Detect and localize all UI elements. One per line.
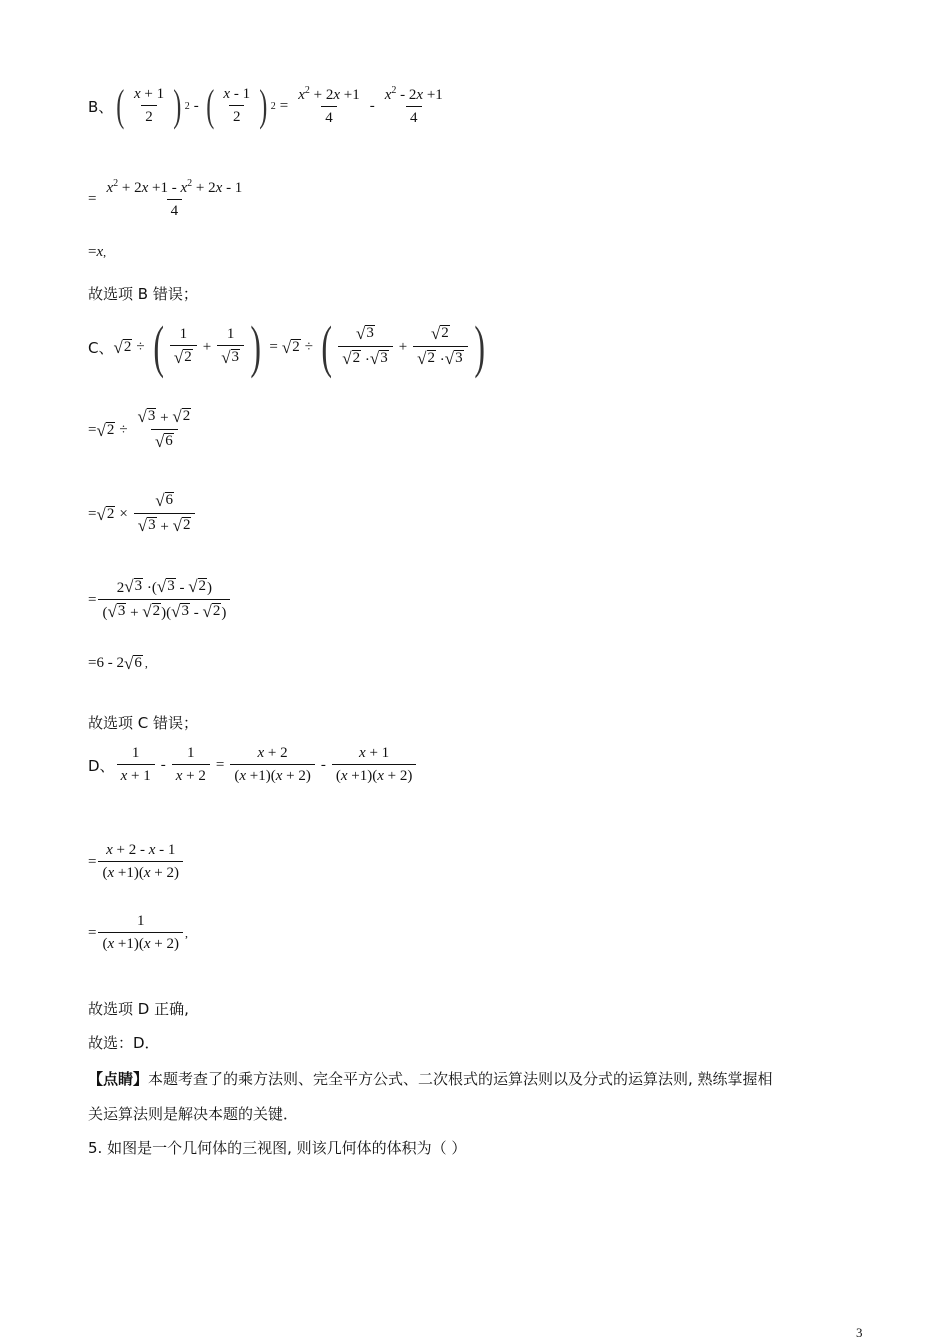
- option-d-step3: = $\frac{1}{(x +1)(x + 2)}$ ,: [88, 913, 188, 952]
- option-b-conclusion: 故选项 B 错误；: [88, 285, 198, 303]
- option-d-label: D、: [88, 756, 115, 775]
- option-c-conclusion: 故选项 C 错误；: [88, 714, 199, 732]
- comment-tag: 【点睛】: [88, 1070, 149, 1088]
- option-c-step3: = √ 2 × √ 6 √ 3 + √ 2: [88, 492, 197, 536]
- option-d-step1: D、 $\frac{1}{x + 1}$ - $\frac{1}{x + 2}$ = $\frac{x + 2}{(x +1)(x + 2)}$ - $\frac{x + 1}{(x +1)(x + 2)}$: [88, 745, 418, 785]
- option-c-step5: =6 - 2 √ 6 ,: [88, 654, 148, 673]
- final-answer: 故选：D．: [88, 1034, 160, 1052]
- option-d-step2: = $\frac{x + 2 - x - 1}{(x +1)(x + 2)}$: [88, 842, 185, 882]
- comment-line-1: 【点睛】本题考查了的乘方法则、完全平方公式、二次根式的运算法则以及分式的运算法则, 熟练掌握相: [88, 1070, 773, 1088]
- option-d-conclusion: 故选项 D 正确,: [88, 1000, 189, 1018]
- option-b-label: B、: [88, 97, 114, 116]
- option-b-step3: =x,: [88, 244, 107, 260]
- option-c-step4: = 2 √ 3 ·( √ 3 - √ 2 ) ( √ 3 + √ 2 )( √ 3 - √ 2 ): [88, 578, 232, 622]
- page-number: 3: [856, 1325, 863, 1340]
- option-b-step1: B、 ( $\frac{x + 1}{2}$ ) 2 - ( $\frac{x - 1}{2}$ ) 2 = $\frac{x^2 + 2x +1}{4}$ - $\frac{x^2 - 2x +1}{4}$: [88, 81, 443, 130]
- option-c-step2: = √ 2 ÷ √ 3 + √ 2 √ 6: [88, 407, 191, 451]
- option-b-step2: = $\frac{x^2 + 2x +1 - x^2 + 2x - 1}{4}$: [88, 178, 243, 219]
- option-c-label: C、: [88, 338, 114, 357]
- option-c-step1: C、 √ 2 ÷ ( 1 √ 2 + 1 √ 3 ) = √ 2 ÷ ( √ 3 √ 2 · √ 3 + √ 2 √ 2 · √ 3 ): [88, 314, 485, 379]
- comment-line-2: 关运算法则是解决本题的关键．: [88, 1105, 299, 1123]
- question-5: 5. 如图是一个几何体的三视图, 则该几何体的体积为（ ）: [88, 1139, 467, 1157]
